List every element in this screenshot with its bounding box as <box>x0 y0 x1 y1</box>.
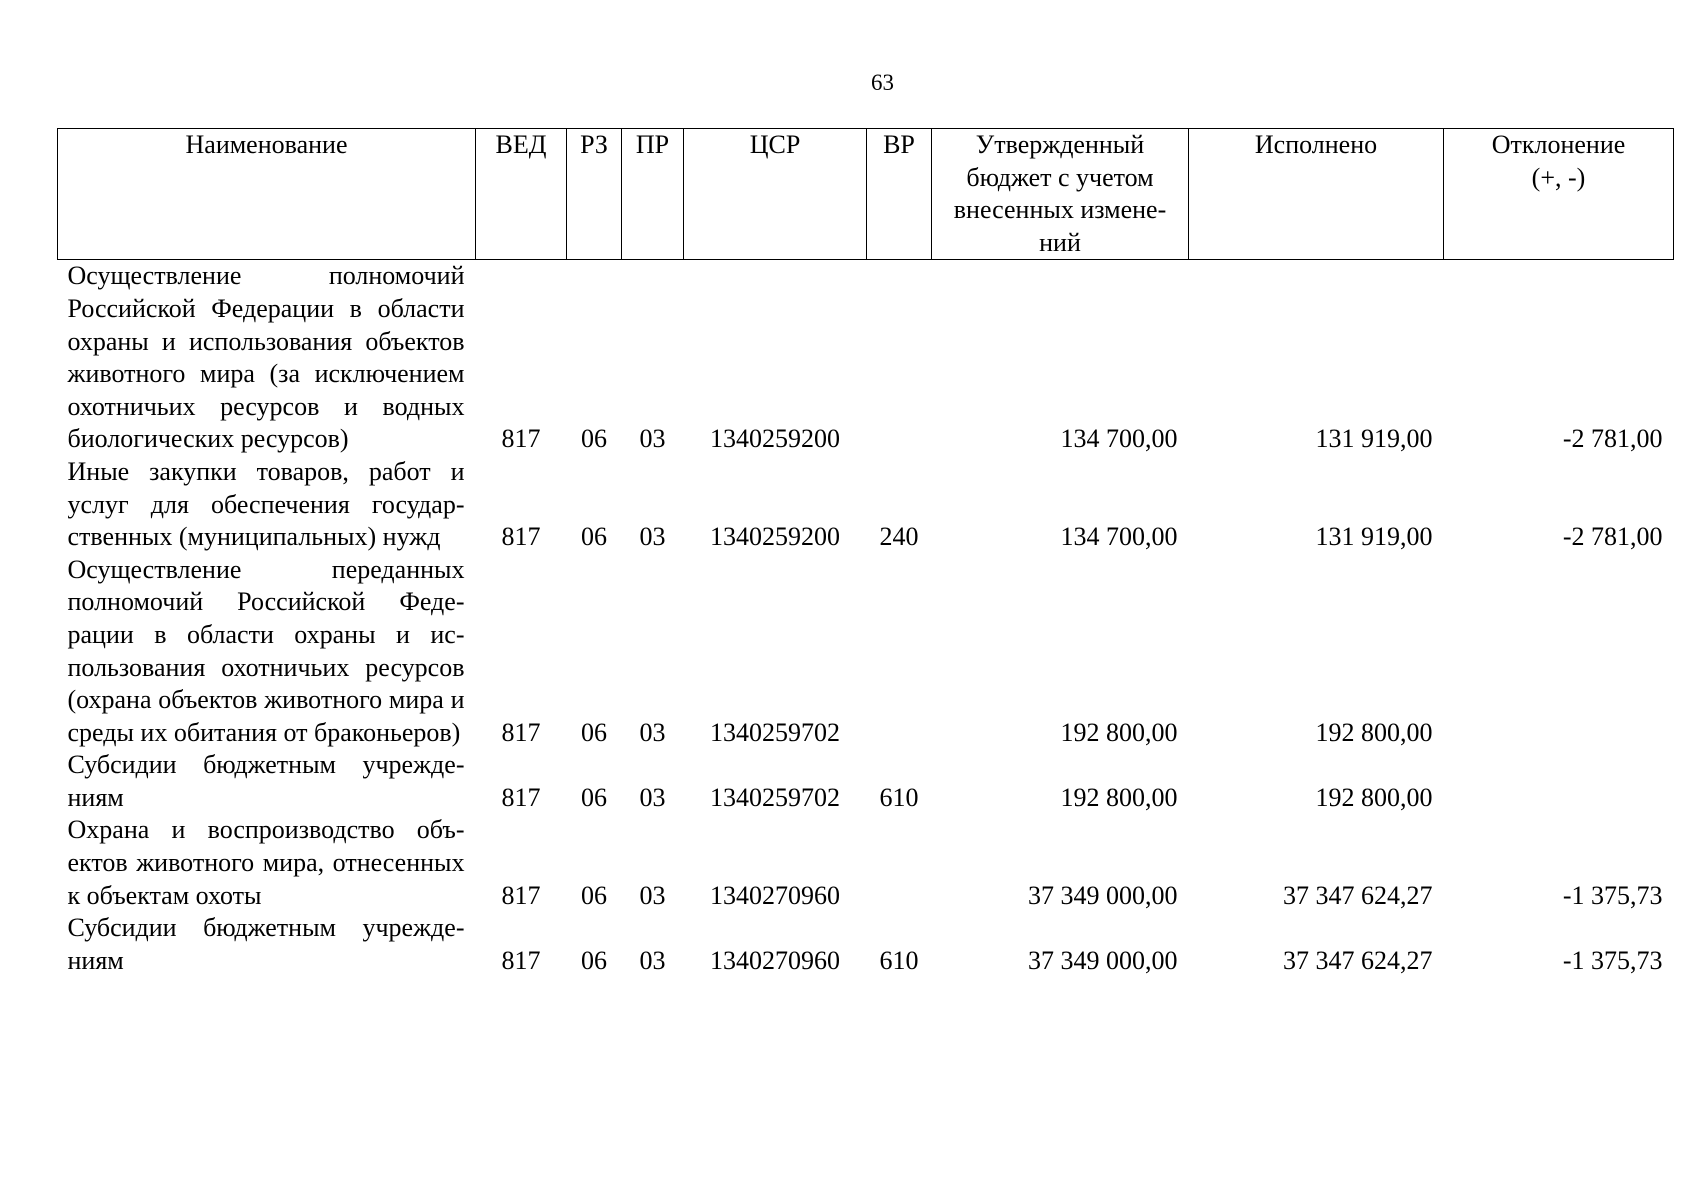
table-row <box>58 749 1674 814</box>
row-approved: 192 800,00 <box>1060 782 1178 812</box>
table-row <box>58 554 1674 750</box>
row-ved: 817 <box>501 880 541 910</box>
row-rz: 06 <box>581 522 607 552</box>
row-pr: 03 <box>639 782 666 812</box>
row-executed: 37 347 624,27 <box>1283 880 1433 910</box>
row-approved: 134 700,00 <box>1060 522 1178 552</box>
header-vr: ВР <box>867 129 932 260</box>
row-deviation: -1 375,73 <box>1562 880 1663 910</box>
row-deviation: -2 781,00 <box>1562 522 1663 552</box>
header-ved: ВЕД <box>476 129 567 260</box>
row-executed: 192 800,00 <box>1315 717 1433 747</box>
budget-execution-table <box>57 128 1674 977</box>
table-row <box>58 456 1674 554</box>
table-row <box>58 912 1674 977</box>
row-executed: 131 919,00 <box>1315 522 1433 552</box>
row-csr: 1340259702 <box>710 717 840 747</box>
row-pr: 03 <box>639 945 666 975</box>
row-ved: 817 <box>501 945 541 975</box>
table-row <box>58 260 1674 456</box>
row-deviation: -1 375,73 <box>1562 945 1663 975</box>
row-csr: 1340270960 <box>710 945 840 975</box>
row-ved: 817 <box>501 522 541 552</box>
row-ved: 817 <box>501 782 541 812</box>
row-deviation <box>1444 554 1674 750</box>
header-rz: РЗ <box>567 129 622 260</box>
row-pr: 03 <box>639 522 666 552</box>
row-deviation: -2 781,00 <box>1562 424 1663 454</box>
row-vr: 610 <box>879 945 919 975</box>
row-pr: 03 <box>639 717 666 747</box>
row-csr: 1340270960 <box>710 880 840 910</box>
header-name: Наименование <box>58 129 476 260</box>
row-approved: 37 349 000,00 <box>1028 945 1178 975</box>
row-csr: 1340259200 <box>710 522 840 552</box>
row-name: Охрана и воспроизводство объектов животного мира, отнесенных к объектам охоты <box>67 815 465 910</box>
row-pr: 03 <box>639 880 666 910</box>
row-approved: 134 700,00 <box>1060 424 1178 454</box>
table-header-row <box>58 129 1674 260</box>
row-rz: 06 <box>581 945 607 975</box>
row-vr: 610 <box>879 782 919 812</box>
header-approved-budget: Утвержденный бюджет с учетом внесенных измене- ний <box>932 129 1189 260</box>
row-pr: 03 <box>639 424 666 454</box>
row-rz: 06 <box>581 782 607 812</box>
row-executed: 192 800,00 <box>1315 782 1433 812</box>
page-number: 63 <box>871 70 894 95</box>
row-csr: 1340259200 <box>710 424 840 454</box>
row-vr: 240 <box>879 522 919 552</box>
row-vr <box>867 814 932 912</box>
header-executed: Исполнено <box>1189 129 1444 260</box>
row-ved: 817 <box>501 717 541 747</box>
header-csr: ЦСР <box>684 129 867 260</box>
row-ved: 817 <box>501 424 541 454</box>
row-vr <box>867 260 932 456</box>
row-executed: 131 919,00 <box>1315 424 1433 454</box>
row-approved: 37 349 000,00 <box>1028 880 1178 910</box>
header-pr: ПР <box>622 129 684 260</box>
row-name: Иные закупки товаров, работ и услуг для обеспечения государственных (муниципальных) нужд <box>67 456 465 552</box>
header-deviation: Отклонение (+, -) <box>1444 129 1674 260</box>
table-row <box>58 814 1674 912</box>
row-vr <box>867 554 932 750</box>
row-deviation <box>1444 749 1674 814</box>
row-csr: 1340259702 <box>710 782 840 812</box>
row-name: Субсидии бюджетным учреждениям <box>67 750 465 812</box>
row-name: Субсидии бюджетным учреждениям <box>67 913 465 975</box>
row-rz: 06 <box>581 880 607 910</box>
row-rz: 06 <box>581 717 607 747</box>
row-name: Осуществление полномочий Российской Федерации в области охраны и использования объектов животного мира (за исключением охотничьих ресурсов и водных биологических ресурсов) <box>67 261 465 454</box>
row-rz: 06 <box>581 424 607 454</box>
row-name: Осуществление переданных полномочий Российской Федерации в области охраны и использования охотничьих ресурсов (охрана объектов животного мира и среды их обитания от браконьеров) <box>67 554 465 747</box>
row-approved: 192 800,00 <box>1060 717 1178 747</box>
row-executed: 37 347 624,27 <box>1283 945 1433 975</box>
